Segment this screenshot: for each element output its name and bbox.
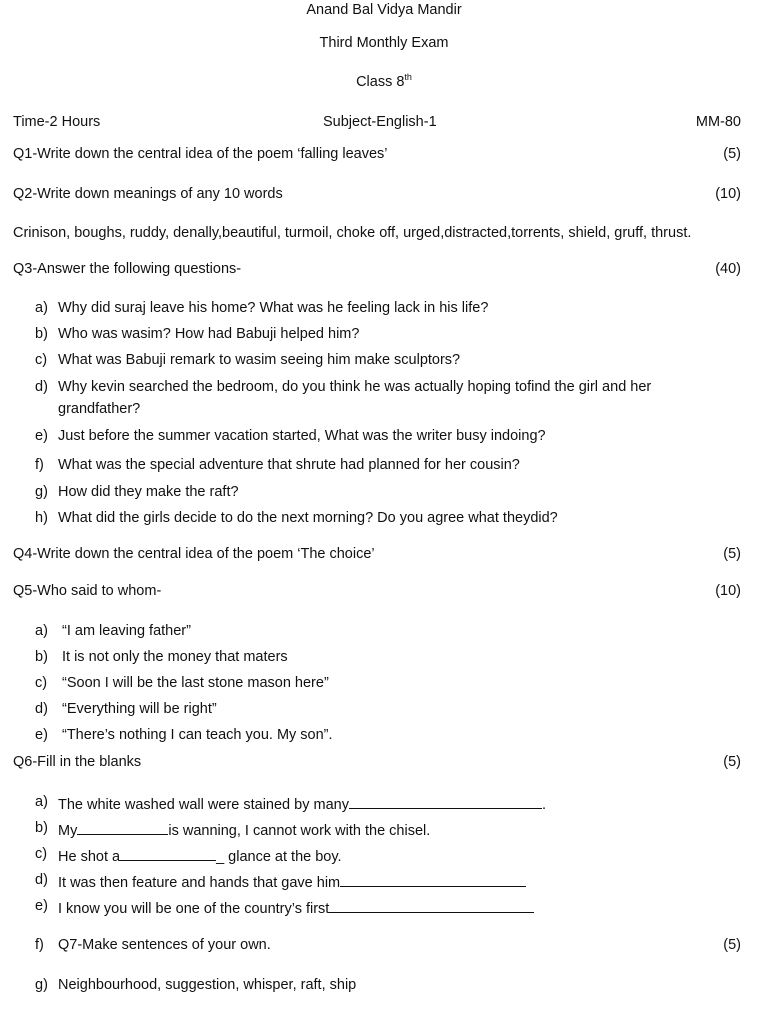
max-marks: MM-80 bbox=[695, 114, 741, 130]
blank-prefix: The white washed wall were stained by many bbox=[58, 797, 349, 813]
question-6-marks: (5) bbox=[723, 754, 741, 770]
question-3-marks: (40) bbox=[715, 261, 741, 277]
question-4: Q4-Write down the central idea of the poem ‘The choice’ bbox=[13, 546, 375, 562]
list-item-label: d) bbox=[35, 872, 48, 888]
question-2: Q2-Write down meanings of any 10 words bbox=[13, 186, 283, 202]
list-item: What was the special adventure that shrute had planned for her cousin? bbox=[58, 457, 520, 473]
list-item-label: d) bbox=[35, 701, 48, 717]
list-item bbox=[58, 846, 342, 865]
list-item-label: c) bbox=[35, 675, 48, 691]
list-item: Just before the summer vacation started, What was the writer busy indoing? bbox=[58, 428, 546, 444]
list-item-label: g) bbox=[35, 977, 48, 993]
question-7-marks: (5) bbox=[723, 937, 741, 953]
list-item bbox=[58, 872, 526, 891]
question-7-word-list: Neighbourhood, suggestion, whisper, raft, ship bbox=[58, 977, 357, 993]
list-item: “Soon I will be the last stone mason here” bbox=[62, 675, 329, 691]
question-1-marks: (5) bbox=[723, 146, 741, 162]
list-item-label: c) bbox=[35, 846, 48, 862]
class-label bbox=[0, 74, 768, 90]
list-item bbox=[58, 898, 534, 917]
list-item-label: a) bbox=[35, 623, 48, 639]
answer-blank[interactable] bbox=[120, 846, 216, 861]
list-item-label: a) bbox=[35, 794, 48, 810]
list-item bbox=[58, 794, 546, 813]
list-item: “Everything will be right” bbox=[62, 701, 217, 717]
list-item-label: b) bbox=[35, 326, 48, 342]
list-item: Why did suraj leave his home? What was he feeling lack in his life? bbox=[58, 300, 489, 316]
question-2-marks: (10) bbox=[715, 186, 741, 202]
question-5: Q5-Who said to whom- bbox=[13, 583, 162, 599]
blank-prefix: It was then feature and hands that gave him bbox=[58, 875, 341, 891]
list-item: What was Babuji remark to wasim seeing him make sculptors? bbox=[58, 352, 461, 368]
blank-prefix: My bbox=[58, 823, 78, 839]
list-item-continuation: grandfather? bbox=[58, 401, 141, 417]
question-7: Q7-Make sentences of your own. bbox=[58, 937, 271, 953]
list-item: Why kevin searched the bedroom, do you think he was actually hoping tofind the girl and her bbox=[58, 379, 652, 395]
list-item-label: c) bbox=[35, 352, 48, 368]
blank-suffix: is wanning, I cannot work with the chisel. bbox=[168, 823, 431, 839]
answer-blank[interactable] bbox=[77, 820, 168, 835]
blank-prefix: I know you will be one of the country’s first bbox=[58, 901, 330, 917]
list-item-label: e) bbox=[35, 898, 48, 914]
list-item-label: g) bbox=[35, 484, 48, 500]
list-item-label: f) bbox=[35, 457, 44, 473]
list-item: How did they make the raft? bbox=[58, 484, 239, 500]
question-5-marks: (10) bbox=[715, 583, 741, 599]
list-item-label: e) bbox=[35, 428, 48, 444]
list-item-label: b) bbox=[35, 820, 48, 836]
subject-label: Subject-English-1 bbox=[323, 114, 437, 130]
list-item: “I am leaving father” bbox=[62, 623, 191, 639]
class-text: Class 8 bbox=[356, 74, 405, 90]
list-item: What did the girls decide to do the next morning? Do you agree what theydid? bbox=[58, 510, 558, 526]
question-2-word-list: Crinison, boughs, ruddy, denally,beautiful, turmoil, choke off, urged,distracted,torrents, shield, gruff, thrust. bbox=[13, 225, 692, 241]
answer-blank[interactable] bbox=[340, 872, 526, 887]
list-item-label: b) bbox=[35, 649, 48, 665]
question-1: Q1-Write down the central idea of the poem ‘falling leaves’ bbox=[13, 146, 388, 162]
blank-suffix: . bbox=[541, 797, 546, 813]
answer-blank[interactable] bbox=[329, 898, 534, 913]
blank-prefix: He shot a bbox=[58, 849, 121, 865]
class-superscript: th bbox=[404, 72, 412, 83]
time-label: Time-2 Hours bbox=[13, 114, 101, 130]
list-item: It is not only the money that maters bbox=[62, 649, 288, 665]
list-item-label: f) bbox=[35, 937, 44, 953]
list-item: Who was wasim? How had Babuji helped him? bbox=[58, 326, 360, 342]
list-item: “There’s nothing I can teach you. My son”. bbox=[62, 727, 333, 743]
question-3: Q3-Answer the following questions- bbox=[13, 261, 242, 277]
answer-blank[interactable] bbox=[349, 794, 542, 809]
exam-title: Third Monthly Exam bbox=[319, 35, 449, 51]
question-4-marks: (5) bbox=[723, 546, 741, 562]
list-item-label: e) bbox=[35, 727, 48, 743]
question-6: Q6-Fill in the blanks bbox=[13, 754, 142, 770]
list-item bbox=[58, 820, 430, 839]
list-item-label: a) bbox=[35, 300, 48, 316]
list-item-label: d) bbox=[35, 379, 48, 395]
blank-suffix: _ glance at the boy. bbox=[216, 849, 342, 865]
school-name: Anand Bal Vidya Mandir bbox=[306, 2, 462, 18]
list-item-label: h) bbox=[35, 510, 48, 526]
